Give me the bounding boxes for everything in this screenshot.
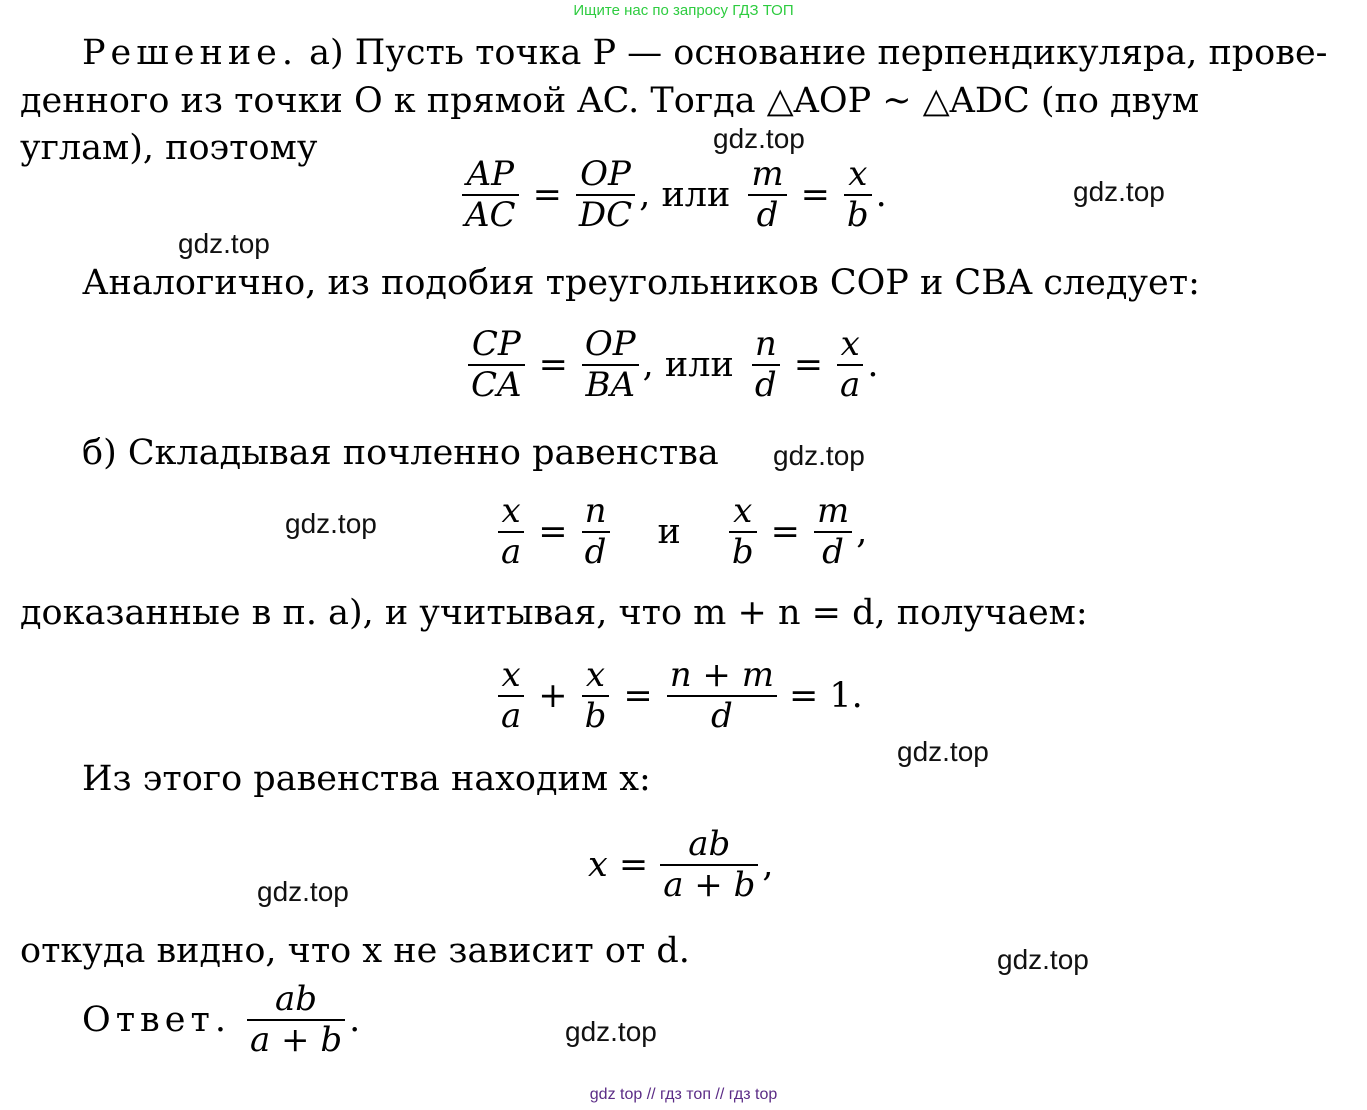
search-banner[interactable]: Ищите нас по запросу ГДЗ ТОП xyxy=(573,2,794,19)
fraction-x-b xyxy=(582,656,610,736)
numerator: m xyxy=(751,154,784,194)
watermark: gdz.top xyxy=(178,228,270,259)
watermark: gdz.top xyxy=(997,944,1089,975)
answer-line xyxy=(82,980,360,1060)
watermark: gdz.top xyxy=(285,508,377,539)
watermark: gdz.top xyxy=(713,123,805,154)
fraction-m-d xyxy=(748,155,786,235)
numerator: n xyxy=(754,324,777,364)
proven-paragraph: доказанные в п. а), и учитывая, что m + n = d, получаем: xyxy=(20,593,1088,633)
equals-sign: = xyxy=(538,512,568,553)
denominator: b xyxy=(846,195,869,236)
conclusion-paragraph: откуда видно, что x не зависит от d. xyxy=(20,931,690,971)
solution-line-3: углам), поэтому xyxy=(20,128,318,168)
or-word: , или xyxy=(639,175,731,216)
solution-line-1 xyxy=(82,33,1328,73)
fraction-n-d xyxy=(582,492,610,572)
numerator: x xyxy=(501,491,521,531)
numerator: x xyxy=(501,655,521,695)
equation-1 xyxy=(458,155,887,235)
numerator: OP xyxy=(584,324,636,364)
fraction-ap-ac xyxy=(462,155,519,235)
numerator: OP xyxy=(580,154,631,194)
analogy-paragraph: Аналогично, из подобия треугольников COP и CBA следует: xyxy=(82,263,1200,303)
denominator: d xyxy=(754,365,777,406)
equation-5 xyxy=(588,825,773,905)
fraction-op-dc xyxy=(576,155,635,235)
numerator: CP xyxy=(471,324,521,364)
numerator: n + m xyxy=(669,655,774,695)
solution-text-1: а) Пусть точка P — основание перпендикуляра, прове- xyxy=(309,33,1328,73)
period: . xyxy=(867,345,879,386)
denominator: b xyxy=(584,696,607,737)
equals-sign: = xyxy=(532,175,562,216)
numerator: x xyxy=(733,491,753,531)
denominator: a xyxy=(840,365,861,406)
watermark: gdz.top xyxy=(257,876,349,907)
watermark: gdz.top xyxy=(1073,176,1165,207)
find-x-paragraph: Из этого равенства находим x: xyxy=(82,759,651,799)
denominator: d xyxy=(584,532,607,573)
denominator: a + b xyxy=(663,865,756,906)
fraction-m-d xyxy=(814,492,852,572)
equation-2 xyxy=(464,325,878,405)
denominator: b xyxy=(731,532,754,573)
or-word: , или xyxy=(642,345,734,386)
solution-label: Решение. xyxy=(82,33,299,73)
fraction-n-d xyxy=(752,325,780,405)
numerator: ab xyxy=(688,824,731,864)
fraction-cp-ca xyxy=(468,325,525,405)
fraction-x-a xyxy=(498,656,524,736)
denominator: d xyxy=(822,532,844,573)
numerator: ab xyxy=(275,979,318,1019)
watermark: gdz.top xyxy=(897,736,989,767)
denominator: a xyxy=(501,532,522,573)
fraction-x-a xyxy=(498,492,524,572)
plus-sign: + xyxy=(538,676,568,717)
and-word: и xyxy=(657,512,681,553)
equals-sign: = xyxy=(623,676,653,717)
period: . xyxy=(349,1000,361,1041)
denominator: a + b xyxy=(249,1020,343,1061)
denominator: AC xyxy=(465,195,516,236)
fraction-sum-d xyxy=(667,656,777,736)
solution-line-2: денного из точки O к прямой AC. Тогда △AOP ~ △ADC (по двум xyxy=(20,81,1200,121)
equals-sign: = xyxy=(538,345,568,386)
fraction-x-b xyxy=(729,492,757,572)
numerator: AP xyxy=(466,154,514,194)
numerator: n xyxy=(584,491,607,531)
equals-sign: = xyxy=(793,345,824,386)
watermark: gdz.top xyxy=(565,1016,657,1047)
answer-label: Ответ. xyxy=(82,1000,231,1041)
watermark: gdz.top xyxy=(773,440,865,471)
fraction-ab-sum xyxy=(660,825,758,905)
denominator: a xyxy=(501,696,522,737)
equals-sign: = xyxy=(800,175,830,216)
footer-links[interactable]: gdz top // гдз топ // гдз top xyxy=(589,1086,778,1103)
equation-3 xyxy=(494,492,867,572)
fraction-x-b xyxy=(844,155,872,235)
x-equals: x = xyxy=(588,845,649,886)
period: . xyxy=(875,175,887,216)
part-b-paragraph: б) Складывая почленно равенства xyxy=(82,433,719,473)
fraction-x-a xyxy=(837,325,863,405)
denominator: CA xyxy=(471,365,522,406)
answer-fraction xyxy=(247,980,345,1060)
comma: , xyxy=(856,512,868,553)
numerator: x xyxy=(848,154,868,194)
equation-4 xyxy=(494,656,863,736)
denominator: BA xyxy=(585,365,636,406)
numerator: x xyxy=(840,324,860,364)
comma: , xyxy=(762,845,774,886)
equals-one: = 1. xyxy=(788,676,863,717)
fraction-op-ba xyxy=(582,325,639,405)
numerator: m xyxy=(816,491,850,531)
denominator: DC xyxy=(578,195,633,236)
denominator: d xyxy=(756,195,779,236)
numerator: x xyxy=(585,655,606,695)
denominator: d xyxy=(710,696,733,737)
equals-sign: = xyxy=(770,512,800,553)
